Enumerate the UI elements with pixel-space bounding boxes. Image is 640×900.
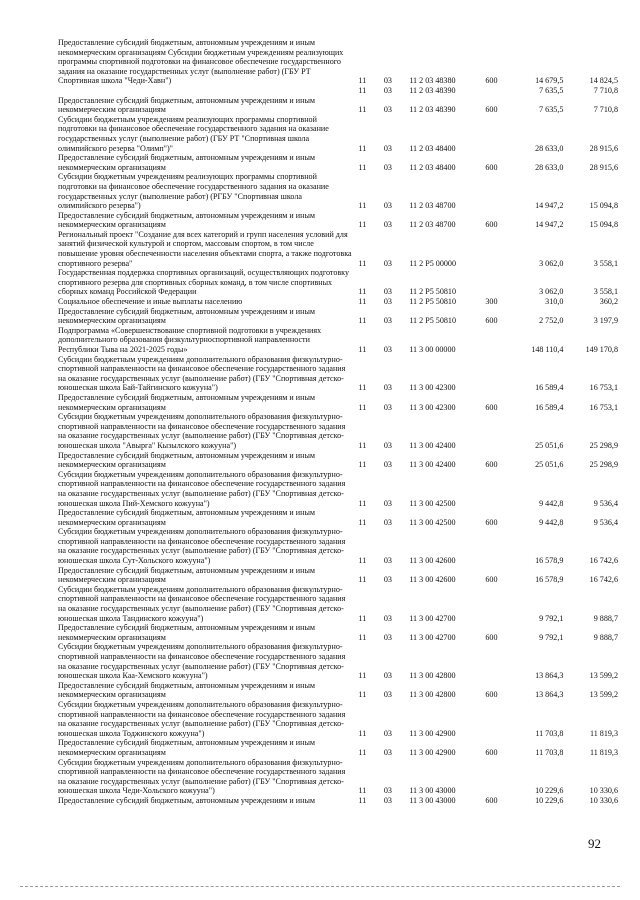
amount-year-1: 14 947,2 [535, 201, 564, 211]
subsection-code: 03 [383, 556, 392, 566]
expense-type-code: 600 [485, 747, 498, 757]
amount-year-1: 16 578,9 [535, 575, 564, 585]
target-article-code: 11 3 00 42400 [409, 460, 456, 470]
row-description: Предоставление субсидий бюджетным, автономным учреждениям и иным некоммерческим организациям Субсидии бюджетным учреждениям реализующих программы спортивной подготовки на финансовое обеспечение государственного задания на оказание государственных услуг (выполнение работ) (ГБУ РТ Спортивная школа "Чеди-Хавн") [58, 38, 344, 86]
amount-year-1: 25 051,6 [535, 460, 564, 470]
table-row [58, 86, 618, 96]
row-description: Субсидии бюджетным учреждениям реализующих программы спортивной подготовки на финансовое обеспечение государственного задания на оказание государственных услуг (выполнение работ) (РГБУ "Спортивная школа олимпийского резерва") [58, 172, 329, 211]
expense-type-code: 600 [485, 690, 498, 700]
amount-year-1: 28 633,0 [535, 143, 564, 153]
amount-year-1: 16 578,9 [535, 556, 564, 566]
footer-divider [20, 886, 620, 887]
amount-year-1: 11 703,8 [535, 747, 564, 757]
row-description: Государственная поддержка спортивных организаций, осуществляющих подготовку спортивного резерва для спортивных сборных команд, в том числе спортивных сборных команд Российской Федерации [58, 268, 350, 297]
subsection-code: 03 [383, 76, 392, 86]
amount-year-2: 10 330,6 [589, 786, 618, 796]
subsection-code: 03 [383, 85, 392, 95]
subsection-code: 03 [383, 795, 392, 805]
section-code: 11 [358, 287, 367, 297]
table-row [58, 393, 618, 412]
amount-year-2: 16 753,1 [589, 383, 618, 393]
row-description: Предоставление субсидий бюджетным, автономным учреждениям и иным некоммерческим организациям [58, 153, 316, 172]
amount-year-2: 13 599,2 [589, 690, 618, 700]
amount-year-1: 3 062,0 [539, 287, 564, 297]
section-code: 11 [358, 613, 367, 623]
amount-year-2: 13 599,2 [589, 671, 618, 681]
target-article-code: 11 3 00 42600 [409, 556, 456, 566]
subsection-code: 03 [383, 316, 392, 326]
table-row [58, 642, 618, 680]
amount-year-1: 10 229,6 [535, 795, 564, 805]
table-row [58, 681, 618, 700]
row-description: Субсидии бюджетным учреждениям дополнительного образования физкультурно-спортивной направленности на финансовое обеспечение государственного задания на оказание государственных услуг (выполнение работ) (ГБУ "Спортивная детско-юношеская школа Каа-Хемского кожууна") [58, 642, 346, 681]
row-description: Субсидии бюджетным учреждениям дополнительного образования физкультурно-спортивной направленности на финансовое обеспечение государственного задания на оказание государственных услуг (выполнение работ) (ГБУ "Спортивная детско-юношеская школа Пий-Хемского кожууна") [58, 469, 346, 508]
expense-type-code: 600 [485, 402, 498, 412]
amount-year-2: 11 819,3 [589, 728, 618, 738]
amount-year-1: 16 589,4 [535, 402, 564, 412]
table-row [58, 307, 618, 326]
row-description: Предоставление субсидий бюджетным, автономным учреждениям и иным [58, 795, 316, 805]
section-code: 11 [358, 105, 367, 115]
subsection-code: 03 [383, 690, 392, 700]
amount-year-1: 10 229,6 [535, 786, 564, 796]
section-code: 11 [358, 402, 367, 412]
target-article-code: 11 3 00 43000 [409, 786, 456, 796]
target-article-code: 11 3 00 00000 [409, 345, 456, 354]
row-description: Предоставление субсидий бюджетным, автономным учреждениям и иным некоммерческим организациям [58, 95, 316, 115]
table-row [58, 38, 618, 86]
target-article-code: 11 2 03 48700 [409, 201, 456, 211]
row-description: Субсидии бюджетным учреждениям дополнительного образования физкультурно-спортивной направленности на финансовое обеспечение государственного задания на оказание государственных услуг (выполнение работ) (ГБУ "Спортивная детско-юношеская школа Тоджинского кожууна") [58, 699, 346, 738]
amount-year-1: 2 752,0 [539, 316, 564, 326]
amount-year-1: 14 679,5 [535, 76, 564, 86]
amount-year-2: 25 298,9 [589, 440, 618, 450]
row-description: Предоставление субсидий бюджетным, автономным учреждениям и иным некоммерческим организациям [58, 738, 316, 757]
amount-year-1: 310,0 [545, 297, 564, 307]
section-code: 11 [358, 297, 367, 307]
target-article-code: 11 2 P5 50810 [409, 297, 457, 307]
amount-year-1: 13 864,3 [535, 690, 564, 700]
expense-type-code: 600 [485, 76, 498, 86]
target-article-code: 11 2 P5 50810 [409, 316, 457, 326]
target-article-code: 11 2 03 48700 [409, 220, 456, 230]
row-description: Предоставление субсидий бюджетным, автономным учреждениям и иным некоммерческим организациям [58, 392, 316, 412]
amount-year-2: 9 536,4 [593, 498, 618, 508]
subsection-code: 03 [383, 460, 392, 470]
table-row [58, 758, 618, 796]
amount-year-1: 3 062,0 [539, 258, 564, 268]
subsection-code: 03 [383, 162, 392, 172]
subsection-code: 03 [383, 575, 392, 585]
amount-year-1: 7 635,5 [539, 105, 564, 115]
amount-year-2: 3 197,9 [593, 316, 618, 326]
amount-year-1: 13 864,3 [535, 671, 564, 681]
row-description: Предоставление субсидий бюджетным, автономным учреждениям и иным некоммерческим организациям [58, 508, 316, 527]
section-code: 11 [358, 728, 367, 738]
amount-year-2: 9 536,4 [593, 517, 618, 527]
target-article-code: 11 2 03 48400 [409, 162, 456, 172]
target-article-code: 11 2 03 48390 [409, 105, 456, 115]
target-article-code: 11 3 00 42500 [409, 517, 456, 527]
row-description: Субсидии бюджетным учреждениям дополнительного образования физкультурно-спортивной направленности на финансовое обеспечение государственного задания на оказание государственных услуг (выполнение работ) (ГБУ "Спортивная детско-юношеская школа Тандинского кожууна") [58, 584, 346, 623]
amount-year-1: 11 703,8 [535, 728, 564, 738]
amount-year-2: 16 753,1 [589, 402, 618, 412]
section-code: 11 [358, 201, 367, 211]
section-code: 11 [358, 460, 367, 470]
amount-year-1: 9 442,8 [539, 498, 564, 508]
section-code: 11 [358, 220, 367, 230]
target-article-code: 11 3 00 42500 [409, 498, 456, 508]
section-code: 11 [358, 747, 367, 757]
amount-year-2: 15 094,8 [589, 201, 618, 211]
subsection-code: 03 [383, 613, 392, 623]
section-code: 11 [358, 556, 367, 566]
table-row [58, 230, 618, 268]
table-row [58, 700, 618, 738]
amount-year-2: 28 915,6 [589, 162, 618, 172]
target-article-code: 11 3 00 42600 [409, 575, 456, 585]
amount-year-2: 7 710,8 [593, 105, 618, 115]
budget-table [58, 38, 618, 806]
row-description: Субсидии бюджетным учреждениям дополнительного образования физкультурно-спортивной направленности на финансовое обеспечение государственного задания на оказание государственных услуг (выполнение работ) (ГБУ "Спортивная детско-юношеская школа Бай-Тайгинского кожууна") [58, 354, 346, 393]
subsection-code: 03 [383, 287, 392, 297]
row-description: Субсидии бюджетным учреждениям дополнительного образования физкультурно-спортивной направленности на финансовое обеспечение государственного задания на оказание государственных услуг (выполнение работ) (ГБУ "Спортивная детско-юношеская школа "Авырга" Кызылского кожууна") [58, 412, 346, 450]
amount-year-1: 9 442,8 [539, 517, 564, 527]
section-code: 11 [358, 632, 367, 642]
amount-year-1: 9 792,1 [539, 632, 564, 642]
amount-year-2: 3 558,1 [593, 258, 618, 268]
amount-year-2: 9 888,7 [593, 613, 618, 623]
expense-type-code: 600 [485, 162, 498, 172]
expense-type-code: 300 [485, 297, 498, 307]
subsection-code: 03 [383, 201, 392, 211]
row-description: Субсидии бюджетным учреждениям дополнительного образования физкультурно-спортивной направленности на финансовое обеспечение государственного задания на оказание государственных услуг (выполнение работ) (ГБУ "Спортивная детско-юношеская школа Сут-Хольского кожууна") [58, 527, 346, 566]
subsection-code: 03 [383, 517, 392, 527]
subsection-code: 03 [383, 632, 392, 642]
target-article-code: 11 3 00 42700 [409, 613, 456, 623]
table-row [58, 566, 618, 585]
target-article-code: 11 2 P5 00000 [409, 258, 457, 268]
subsection-code: 03 [383, 402, 392, 412]
section-code: 11 [358, 162, 367, 172]
subsection-code: 03 [383, 105, 392, 115]
amount-year-2: 25 298,9 [589, 460, 618, 470]
table-row [58, 508, 618, 527]
row-description: Предоставление субсидий бюджетным, автономным учреждениям и иным некоммерческим организациям [58, 210, 316, 230]
row-description: Предоставление субсидий бюджетным, автономным учреждениям и иным некоммерческим организациям [58, 450, 316, 470]
amount-year-1: 14 947,2 [535, 220, 564, 230]
table-row [58, 326, 618, 355]
table-row [58, 268, 618, 297]
subsection-code: 03 [383, 383, 392, 393]
expense-type-code: 600 [485, 220, 498, 230]
table-row [58, 355, 618, 393]
page-number: 92 [588, 836, 601, 851]
target-article-code: 11 2 03 48400 [409, 143, 456, 153]
subsection-code: 03 [383, 728, 392, 738]
amount-year-2: 28 915,6 [589, 143, 618, 153]
row-description: Региональный проект "Создание для всех категорий и групп населения условий для занятий физической культурой и спортом, массовым спортом, в том числе повышение уровня обеспеченности населения объектами спорта, а также подготовка спортивного резерва" [58, 229, 352, 268]
target-article-code: 11 3 00 42400 [409, 440, 456, 450]
target-article-code: 11 2 P5 50810 [409, 287, 457, 297]
target-article-code: 11 3 00 42300 [409, 383, 456, 393]
subsection-code: 03 [383, 786, 392, 796]
table-row [58, 172, 618, 210]
amount-year-2: 7 710,8 [593, 85, 618, 95]
amount-year-2: 16 742,6 [589, 556, 618, 566]
amount-year-2: 11 819,3 [589, 747, 618, 757]
expense-type-code: 600 [485, 632, 498, 642]
target-article-code: 11 3 00 42300 [409, 402, 456, 412]
subsection-code: 03 [383, 220, 392, 230]
amount-year-2: 15 094,8 [589, 220, 618, 230]
amount-year-1: 28 633,0 [535, 162, 564, 172]
section-code: 11 [358, 85, 367, 95]
target-article-code: 11 3 00 42900 [409, 728, 456, 738]
amount-year-2: 14 824,5 [589, 76, 618, 86]
table-row [58, 153, 618, 172]
table-row [58, 451, 618, 470]
table-row [58, 796, 618, 806]
expense-type-code: 600 [485, 795, 498, 805]
amount-year-1: 16 589,4 [535, 383, 564, 393]
section-code: 11 [358, 671, 367, 681]
section-code: 11 [358, 517, 367, 527]
section-code: 11 [358, 575, 367, 585]
table-row [58, 585, 618, 623]
target-article-code: 11 3 00 42800 [409, 690, 456, 700]
amount-year-1: 148 110,4 [531, 345, 564, 354]
row-description: Субсидии бюджетным учреждениям дополнительного образования физкультурно-спортивной направленности на финансовое обеспечение государственного задания на оказание государственных услуг (выполнение работ) (ГБУ "Спортивная детско-юношеская школа Чеди-Хольского кожууна") [58, 757, 346, 796]
subsection-code: 03 [383, 297, 392, 307]
section-code: 11 [358, 258, 367, 268]
target-article-code: 11 2 03 48380 [409, 76, 456, 86]
row-description: Социальное обеспечение и иные выплаты населению [58, 297, 243, 307]
row-description: Предоставление субсидий бюджетным, автономным учреждениям и иным некоммерческим организациям [58, 565, 316, 585]
row-description: Предоставление субсидий бюджетным, автономным учреждениям и иным некоммерческим организациям [58, 306, 316, 326]
subsection-code: 03 [383, 671, 392, 681]
expense-type-code: 600 [485, 517, 498, 527]
table-row [58, 115, 618, 153]
expense-type-code: 600 [485, 316, 498, 326]
amount-year-1: 9 792,1 [539, 613, 564, 623]
expense-type-code: 600 [485, 460, 498, 470]
section-code: 11 [358, 383, 367, 393]
subsection-code: 03 [383, 747, 392, 757]
amount-year-2: 149 170,8 [585, 345, 618, 354]
target-article-code: 11 3 00 42900 [409, 747, 456, 757]
section-code: 11 [358, 690, 367, 700]
amount-year-2: 360,2 [599, 297, 618, 307]
target-article-code: 11 3 00 42700 [409, 632, 456, 642]
target-article-code: 11 3 00 42800 [409, 671, 456, 681]
amount-year-2: 3 558,1 [593, 287, 618, 297]
row-description: Субсидии бюджетным учреждениям реализующих программы спортивной подготовки на финансовое обеспечение государственного задания на оказание государственных услуг (выполнение работ) (ГБУ РТ "Спортивная школа олимпийского резерва "Олимп")" [58, 114, 329, 153]
table-row [58, 738, 618, 757]
subsection-code: 03 [383, 440, 392, 450]
section-code: 11 [358, 498, 367, 508]
row-description: Предоставление субсидий бюджетным, автономным учреждениям и иным некоммерческим организациям [58, 680, 316, 700]
row-description: Предоставление субсидий бюджетным, автономным учреждениям и иным некоммерческим организациям [58, 623, 316, 642]
table-row [58, 211, 618, 230]
expense-type-code: 600 [485, 105, 498, 115]
table-row [58, 412, 618, 450]
section-code: 11 [358, 440, 367, 450]
section-code: 11 [358, 786, 367, 796]
amount-year-2: 9 888,7 [593, 632, 618, 642]
section-code: 11 [358, 345, 367, 354]
target-article-code: 11 2 03 48390 [409, 85, 456, 95]
subsection-code: 03 [383, 345, 392, 354]
section-code: 11 [358, 76, 367, 86]
table-row [58, 297, 618, 307]
table-row [58, 96, 618, 115]
subsection-code: 03 [383, 498, 392, 508]
table-row [58, 623, 618, 642]
table-row [58, 527, 618, 565]
target-article-code: 11 3 00 43000 [409, 795, 456, 805]
amount-year-2: 16 742,6 [589, 575, 618, 585]
row-description: Подпрограмма «Совершенствование спортивной подготовки в учреждениях дополнительного образования физкультурноспортивной направленности Республики Тыва на 2021-2025 годы» [58, 325, 322, 354]
subsection-code: 03 [383, 143, 392, 153]
section-code: 11 [358, 795, 367, 805]
subsection-code: 03 [383, 258, 392, 268]
section-code: 11 [358, 143, 367, 153]
expense-type-code: 600 [485, 575, 498, 585]
amount-year-1: 7 635,5 [539, 85, 564, 95]
amount-year-1: 25 051,6 [535, 440, 564, 450]
amount-year-2: 10 330,6 [589, 795, 618, 805]
table-row [58, 470, 618, 508]
section-code: 11 [358, 316, 367, 326]
